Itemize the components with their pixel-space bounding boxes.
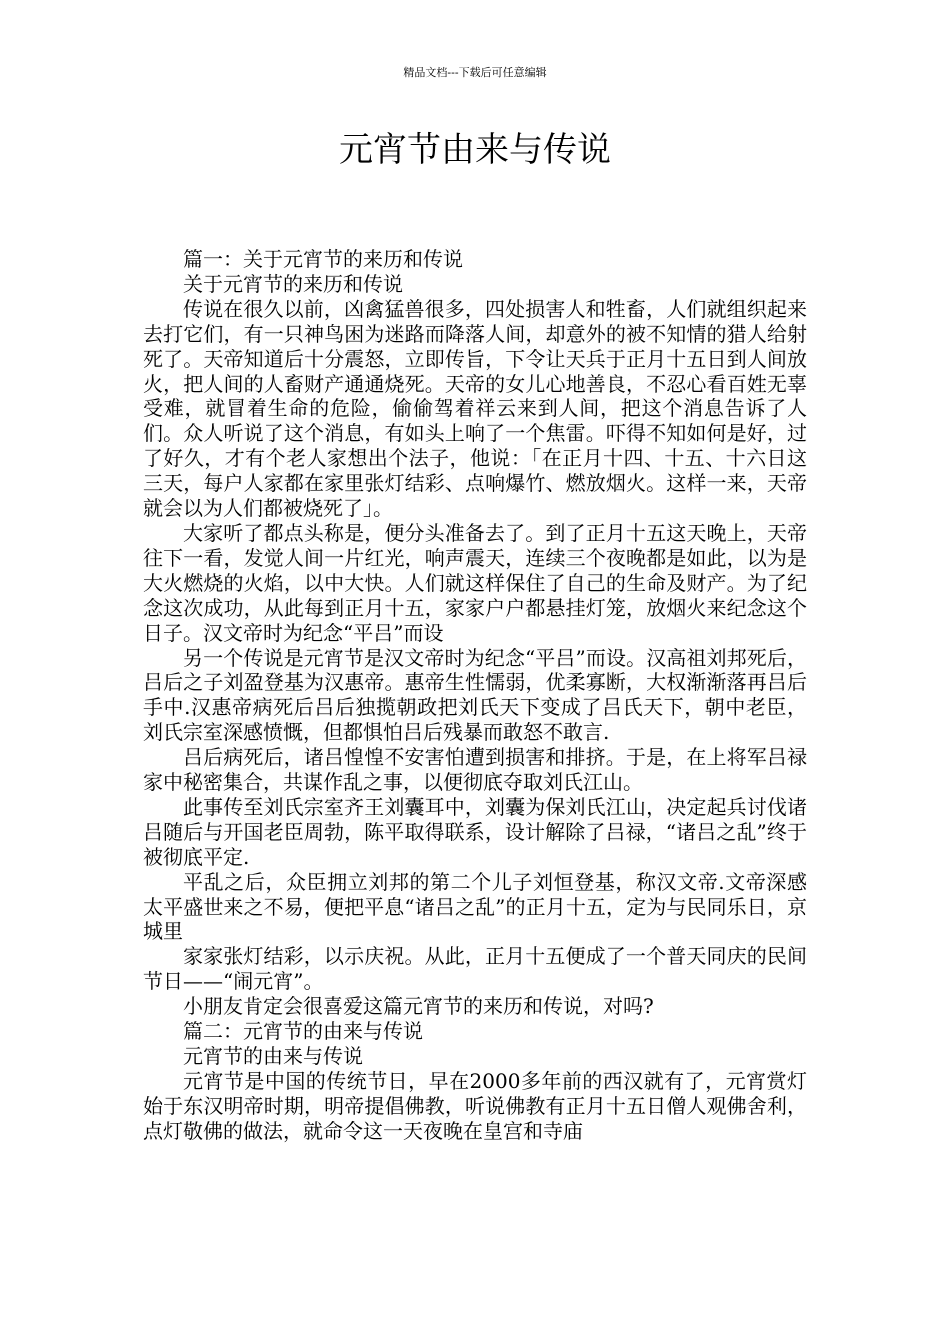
subsection-heading: 元宵节的由来与传说 [183,1044,363,1068]
body-paragraph: 小朋友肯定会很喜爱这篇元宵节的来历和传说，对吗? [183,994,654,1019]
subsection-heading: 关于元宵节的来历和传说 [183,271,403,296]
document-title: 元宵节由来与传说 [339,130,611,170]
body-paragraph: 平乱之后，众臣拥立刘邦的第二个儿子刘恒登基，称汉文帝.文帝深感太平盛世来之不易，便把平息“诸吕之乱”的正月十五，定为与民同乐日，京城里 [143,869,807,944]
body-paragraph: 吕后病死后，诸吕惶惶不安害怕遭到损害和排挤。于是，在上将军吕禄家中秘密集合，共谋作乱之事，以便彻底夺取刘氏江山。 [143,745,807,795]
body-paragraph: 元宵节是中国的传统节日，早在2000多年前的西汉就有了，元宵赏灯始于东汉明帝时期，明帝提倡佛教，听说佛教有正月十五日僧人观佛舍利，点灯敬佛的做法，就命令这一天夜晚在皇宫和寺庙 [143,1068,807,1143]
body-paragraph: 另一个传说是元宵节是汉文帝时为纪念“平吕”而设。汉高祖刘邦死后，吕后之子刘盈登基为汉惠帝。惠帝生性懦弱，优柔寡断，大权渐渐落再吕后手中.汉惠帝病死后吕后独揽朝政把刘氏天下变成了吕氏天下，朝中老臣，刘氏宗室深感愤慨，但都惧怕吕后残暴而敢怒不敢言. [143,645,807,745]
section-heading: 篇一：关于元宵节的来历和传说 [183,247,463,271]
section-heading: 篇二：元宵节的由来与传说 [183,1019,423,1044]
page-header: 精品文档---下载后可任意编辑 [403,66,547,79]
body-paragraph: 家家张灯结彩，以示庆祝。从此，正月十五便成了一个普天同庆的民间节日——“闹元宵”。 [143,944,807,994]
body-paragraph: 大家听了都点头称是，便分头准备去了。到了正月十五这天晚上，天帝往下一看，发觉人间一片红光，响声震天，连续三个夜晚都是如此，以为是大火燃烧的火焰，以中大快。人们就这样保住了自己的生命及财产。为了纪念这次成功，从此每到正月十五，家家户户都悬挂灯笼，放烟火来纪念这个日子。汉文帝时为纪念“平吕”而设 [143,520,807,645]
document-body [143,247,807,1144]
body-paragraph: 此事传至刘氏宗室齐王刘囊耳中，刘囊为保刘氏江山，决定起兵讨伐诸吕随后与开国老臣周勃，陈平取得联系，设计解除了吕禄，“诸吕之乱”终于被彻底平定. [143,794,807,869]
body-paragraph: 传说在很久以前，凶禽猛兽很多，四处损害人和牲畜，人们就组织起来去打它们，有一只神鸟困为迷路而降落人间，却意外的被不知情的猎人给射死了。天帝知道后十分震怒，立即传旨，下令让天兵于正月十五日到人间放火，把人间的人畜财产通通烧死。天帝的女儿心地善良，不忍心看百姓无辜受难，就冒着生命的危险，偷偷驾着祥云来到人间，把这个消息告诉了人们。众人听说了这个消息，有如头上响了一个焦雷。吓得不知如何是好，过了好久，才有个老人家想出个法子，他说：「在正月十四、十五、十六日这三天，每户人家都在家里张灯结彩、点响爆竹、燃放烟火。这样一来，天帝就会以为人们都被烧死了」。 [143,296,807,521]
